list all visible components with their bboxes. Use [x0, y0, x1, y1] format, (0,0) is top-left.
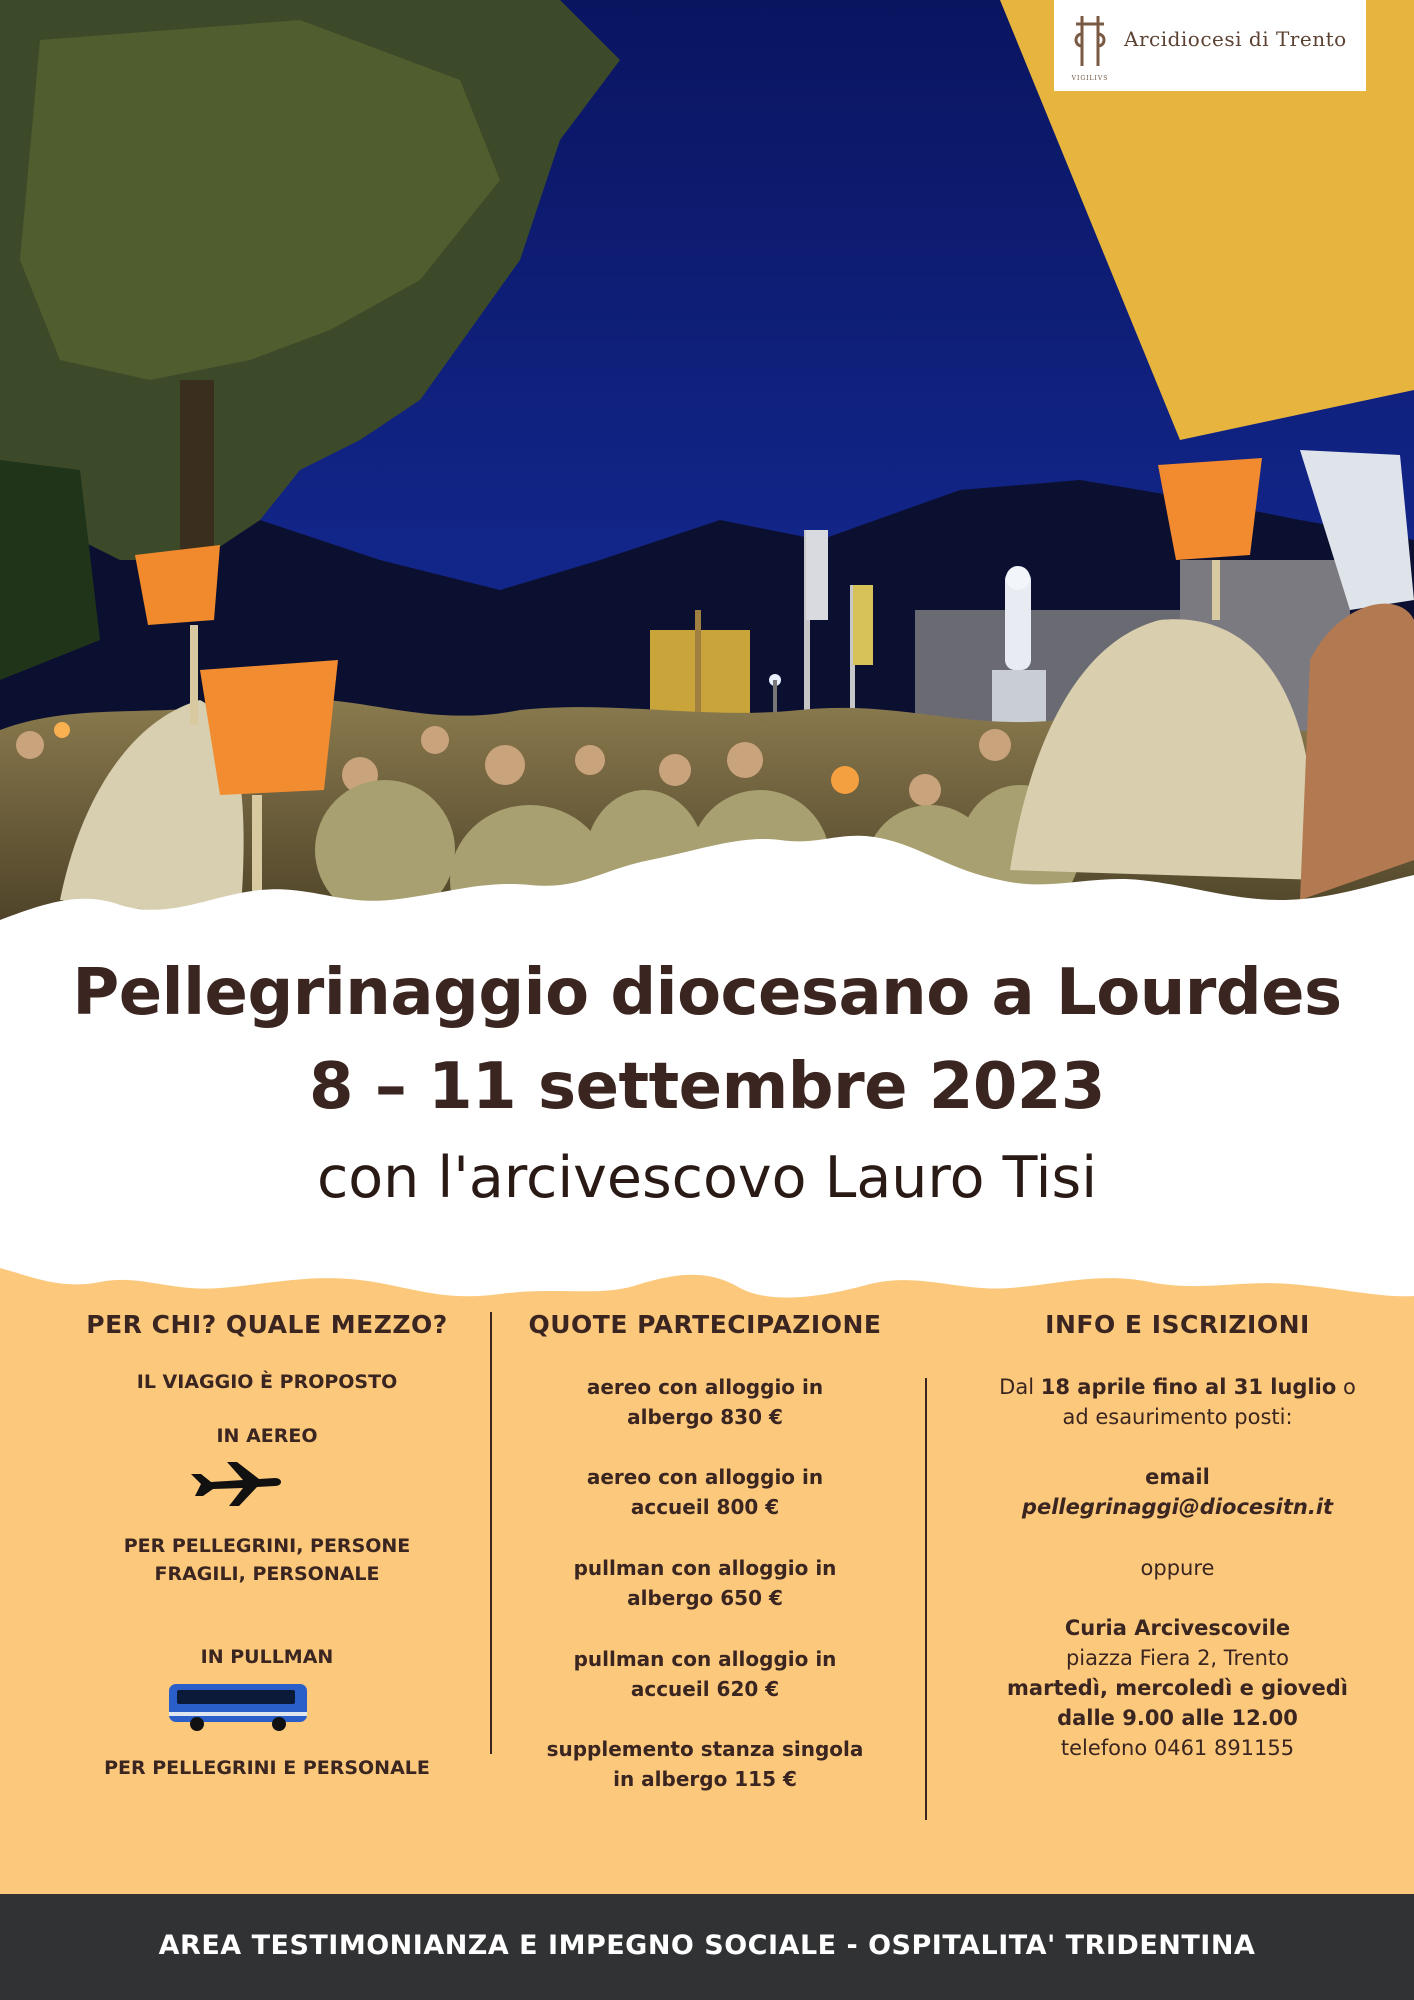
column-divider — [490, 1312, 492, 1754]
info-heading: INFO E ISCRIZIONI — [1045, 1310, 1310, 1339]
bus-audience: PER PELLEGRINI E PERSONALE — [104, 1757, 430, 1779]
plane-label: IN AEREO — [216, 1425, 318, 1447]
office-address: piazza Fiera 2, Trento — [1065, 1646, 1290, 1670]
registration-period: Dal 18 aprile fino al 31 luglio o — [999, 1375, 1356, 1399]
email-link[interactable]: pellegrinaggi@diocesitn.it — [1021, 1495, 1334, 1519]
price-item: aereo con alloggio in albergo 830 € — [586, 1375, 824, 1429]
airplane-icon — [187, 1454, 287, 1510]
price-item: pullman con alloggio in accueil 620 € — [573, 1647, 837, 1701]
price-item: pullman con alloggio in albergo 650 € — [573, 1556, 837, 1610]
hero-photo — [0, 0, 1414, 940]
page-subtitle: con l'arcivescovo Lauro Tisi — [316, 1145, 1098, 1211]
bus-icon — [163, 1676, 313, 1736]
prices-heading: QUOTE PARTECIPAZIONE — [528, 1310, 882, 1339]
diocese-name: Arcidiocesi di Trento — [1124, 27, 1347, 51]
diocese-emblem-icon — [1068, 10, 1112, 82]
office-days: martedì, mercoledì e giovedì — [1007, 1676, 1348, 1700]
office-hours: dalle 9.00 alle 12.00 — [1057, 1706, 1298, 1730]
footer — [0, 1894, 1414, 2000]
plane-audience-line1: PER PELLEGRINI, PERSONE — [123, 1535, 411, 1557]
page-title: Pellegrinaggio diocesano a Lourdes — [72, 956, 1342, 1030]
email-label: email — [1145, 1465, 1210, 1489]
emblem-caption: VIGILIVS — [1071, 75, 1109, 82]
intro-text: IL VIAGGIO È PROPOSTO — [136, 1371, 398, 1393]
registration-note: ad esaurimento posti: — [1062, 1405, 1293, 1429]
who-column — [60, 1310, 474, 1779]
office-phone: telefono 0461 891155 — [1060, 1736, 1295, 1760]
lantern-icon — [135, 545, 220, 625]
oppure-text: oppure — [1140, 1556, 1215, 1580]
event-dates: 8 – 11 settembre 2023 — [309, 1050, 1105, 1124]
plane-audience-line2: FRAGILI, PERSONALE — [154, 1563, 380, 1585]
who-heading: PER CHI? QUALE MEZZO? — [86, 1310, 448, 1339]
price-item: supplemento stanza singola in albergo 115 € — [546, 1737, 864, 1791]
procession-illustration — [0, 0, 1414, 940]
footer-text: AREA TESTIMONIANZA E IMPEGNO SOCIALE - OSPITALITA' TRIDENTINA — [158, 1930, 1256, 1961]
office-name: Curia Arcivescovile — [1064, 1616, 1291, 1640]
info-column — [960, 1310, 1395, 1760]
column-divider — [925, 1378, 927, 1820]
prices-column — [500, 1310, 910, 1791]
price-item: aereo con alloggio in accueil 800 € — [586, 1465, 824, 1519]
diocese-logo — [1054, 0, 1366, 91]
bus-label: IN PULLMAN — [200, 1646, 334, 1668]
